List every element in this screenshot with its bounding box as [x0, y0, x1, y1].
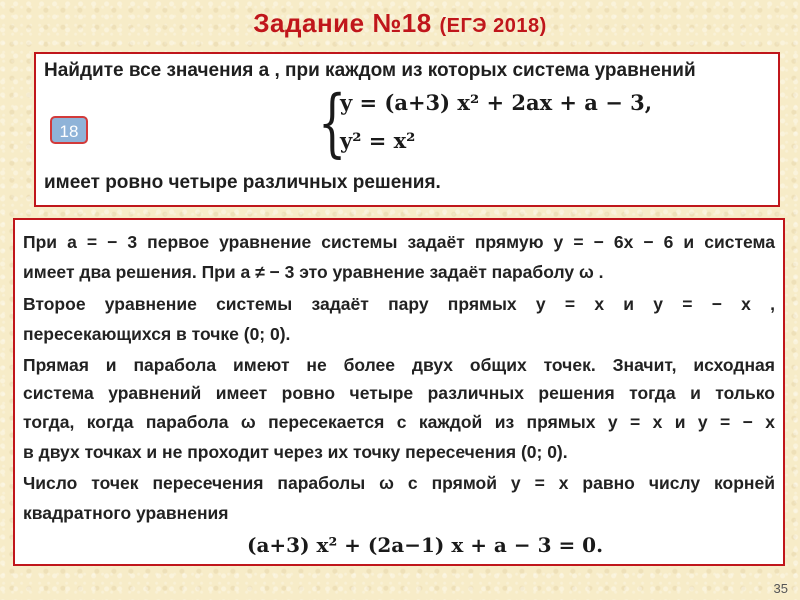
system-equation-1: y = (a+3) x² + 2ax + a − 3,	[340, 90, 653, 115]
task-box	[34, 52, 780, 207]
slide-title	[0, 8, 800, 39]
solution-line-8: в двух точках и не проходит через их точку пересечения (0; 0).	[23, 442, 568, 462]
task-statement-line2: имеет ровно четыре различных решения.	[44, 172, 441, 193]
task-number-badge[interactable]: 18	[50, 116, 88, 144]
solution-line-2: имеет два решения. При a ≠ − 3 это уравнение задаёт параболу ω .	[23, 262, 604, 282]
equation-system	[318, 80, 653, 166]
solution-line-7: тогда, когда парабола ω пересекается с каждой из прямых y = x и y = − x	[23, 412, 775, 432]
solution-line-3: Второе уравнение системы задаёт пару прямых y = x и y = − x ,	[23, 294, 775, 314]
solution-line-5: Прямая и парабола имеют не более двух общих точек. Значит, исходная	[23, 355, 775, 375]
solution-line-6: система уравнений имеет ровно четыре различных решения тогда и только	[23, 383, 775, 403]
task-statement-line1: Найдите все значения a , при каждом из которых система уравнений	[44, 60, 696, 81]
quadratic-equation: (a+3) x² + (2a−1) x + a − 3 = 0.	[247, 533, 604, 557]
solution-line-10: квадратного уравнения	[23, 503, 229, 523]
solution-line-4: пересекающихся в точке (0; 0).	[23, 324, 291, 344]
slide-number: 35	[773, 581, 788, 596]
solution-box	[13, 218, 785, 566]
solution-line-1: При a = − 3 первое уравнение системы задаёт прямую y = − 6x − 6 и система	[23, 232, 775, 252]
title-subtitle: (ЕГЭ 2018)	[439, 15, 547, 37]
solution-line-9: Число точек пересечения параболы ω с прямой y = x равно числу корней	[23, 473, 775, 493]
system-brace: {	[318, 80, 347, 166]
system-equation-2: y² = x²	[340, 128, 416, 153]
title-main: Задание №18	[253, 8, 432, 38]
